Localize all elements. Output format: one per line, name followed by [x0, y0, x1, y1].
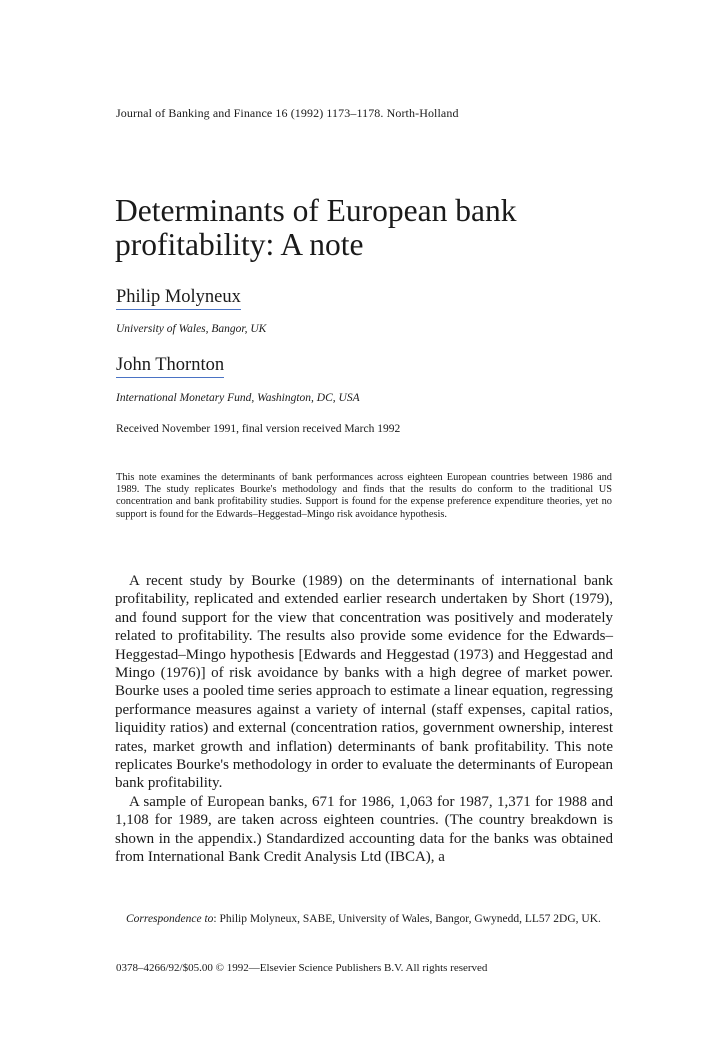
article-title: Determinants of European bank profitability: A note: [115, 193, 517, 262]
footnote-label: Correspondence to: [126, 913, 214, 925]
received-dates: Received November 1991, final version received March 1992: [116, 423, 401, 435]
body-paragraph-1: A recent study by Bourke (1989) on the determinants of international bank profitability, replicated and extended earlier research undertaken by Short (1979), and found support for the view that concentration was positively and moderately related to profitability. The results also provide some evidence for the Edwards–Heggestad–Mingo hypothesis [Edwards and Heggestad (1973) and Heggestad and Mingo (1976)] of risk avoidance by banks with a high degree of market power. Bourke uses a pooled time series approach to estimate a linear equation, regressing performance measures against a variety of internal (staff expenses, capital ratios, liquidity ratios) and external (concentration ratios, government ownership, interest rates, market growth and inflation) determinants of bank profitability. This note replicates Bourke's methodology in order to evaluate the determinants of European bank profitability.: [115, 573, 613, 792]
author-name-2[interactable]: John Thornton: [116, 354, 224, 378]
author-name-1[interactable]: Philip Molyneux: [116, 286, 241, 310]
author-affiliation-1: University of Wales, Bangor, UK: [116, 323, 267, 335]
author-affiliation-2: International Monetary Fund, Washington, DC, USA: [116, 392, 360, 404]
body-text: [115, 572, 613, 867]
body-paragraph-2: A sample of European banks, 671 for 1986, 1,063 for 1987, 1,371 for 1988 and 1,108 for 1989, are taken across eighteen countries. (The country breakdown is shown in the appendix.) Standardized accounting data for the banks was obtained from International Bank Credit Analysis Ltd (IBCA), a: [115, 793, 613, 866]
abstract: This note examines the determinants of bank performances across eighteen European countries between 1986 and 1989. The study replicates Bourke's methodology and finds that the results do conform to the traditional US concentration and bank profitability studies. Support is found for the expense preference expenditure theories, yet no support is found for the Edwards–Heggestad–Mingo risk avoidance hypothesis.: [116, 472, 612, 520]
correspondence-footnote: [116, 913, 612, 927]
copyright-line: 0378–4266/92/$05.00 © 1992—Elsevier Science Publishers B.V. All rights reserved: [116, 962, 488, 974]
footnote-text: : Philip Molyneux, SABE, University of Wales, Bangor, Gwynedd, LL57 2DG, UK.: [213, 913, 601, 925]
journal-citation: Journal of Banking and Finance 16 (1992) 1173–1178. North-Holland: [116, 106, 459, 120]
